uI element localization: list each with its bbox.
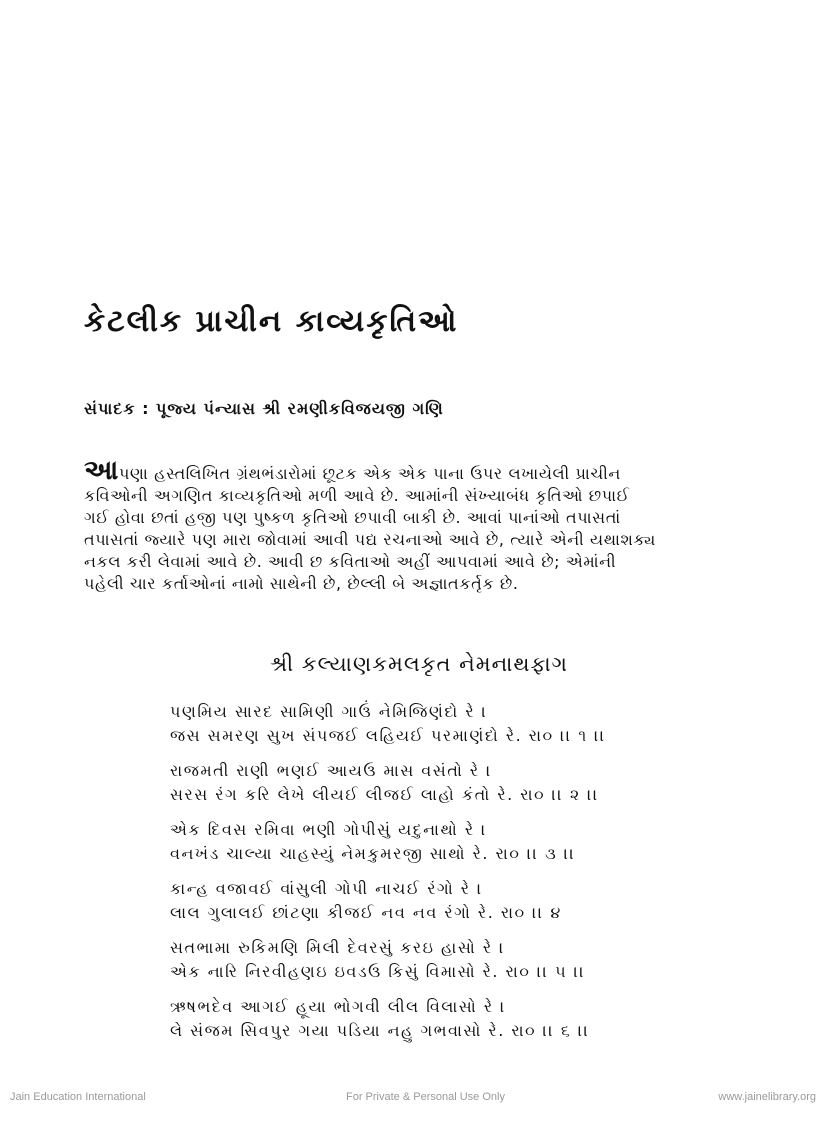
intro-line-text: પણા હસ્તલિખિત ગ્રંથભંડારોમાં છૂટક એક એક પાના ઉપર લખાયેલી પ્રાચીન bbox=[118, 464, 621, 483]
verse-line: ઋષભદેવ આગઈ હૂયા ભોગવી લીલ વિલાસો રે । bbox=[170, 997, 506, 1016]
verse-line: સરસ રંગ કરિ લેખે લીયઈ લીજઈ લાહો કંતો રે. રા૦ ।। ૨ ।। bbox=[170, 785, 599, 804]
article-title: કેટલીક પ્રાચીન કાવ્યકૃતિઓ bbox=[84, 304, 459, 339]
page-footer bbox=[0, 1091, 828, 1107]
footer-publisher: Jain Education International bbox=[10, 1091, 146, 1103]
verse-line: એક દિવસ રમિવા ભણી ગોપીસું યદુનાથો રે । bbox=[170, 820, 487, 839]
intro-line: પહેલી ચાર કર્તાઓનાં નામો સાથેની છે, છેલ્લી બે અજ્ઞાતકર્તૃક છે. bbox=[84, 574, 519, 593]
stanza bbox=[170, 759, 770, 807]
footer-website: www.jainelibrary.org bbox=[718, 1091, 816, 1103]
stanza bbox=[170, 700, 770, 748]
stanza bbox=[170, 877, 770, 925]
verse-line: એક નારિ નિરવીહણઇ ઇવડઉ કિસું વિમાસો રે. રા૦ ।। ૫ ।। bbox=[170, 962, 586, 981]
verse-line: લાલ ગુલાલઈ છાંટણા કીજઈ નવ નવ રંગો રે. રા૦ ।। ૪ bbox=[170, 903, 562, 922]
verse-line: જસ સમરણ સુખ સંપજઈ લહિયઈ પરમાણંદો રે. રા૦ ।। ૧ ।। bbox=[170, 726, 606, 745]
intro-line: ગઈ હોવા છતાં હજી પણ પુષ્કળ કૃતિઓ છપાવી બાકી છે. આવાં પાનાંઓ તપાસતાં bbox=[84, 508, 621, 527]
verse-line: પણમિય સારદ સામિણી ગાઉં નેમિજિણંદો રે । bbox=[170, 702, 488, 721]
verse-line: કાન્હ વજાવઈ વાંસુલી ગોપી નાચઈ રંગો રે । bbox=[170, 879, 483, 898]
poem-body bbox=[170, 700, 770, 1054]
verse-line: રાજમતી રાણી ભણઈ આયઉ માસ વસંતો રે । bbox=[170, 761, 493, 780]
verse-line: સતભામા રુકિમણિ મિલી દેવરસું કરઇ હાસો રે । bbox=[170, 938, 505, 957]
intro-paragraph bbox=[84, 460, 760, 595]
stanza bbox=[170, 936, 770, 984]
intro-line: તપાસતાં જ્યારે પણ મારા જોવામાં આવી પદ્ય રચનાઓ આવે છે, ત્યારે એની યથાશક્ય bbox=[84, 530, 656, 549]
drop-cap: આ bbox=[84, 460, 119, 485]
stanza bbox=[170, 818, 770, 866]
poem-heading: શ્રી કલ્યાણકમલકૃત નેમનાથફાગ bbox=[270, 652, 568, 676]
verse-line: વનખંડ ચાલ્યા ચાહસ્યું નેમકુમરજી સાથો રે. રા૦ ।। ૩ ।। bbox=[170, 844, 576, 863]
footer-usage-note: For Private & Personal Use Only bbox=[346, 1091, 505, 1103]
verse-line: લે સંજમ સિવપુર ગયા પડિયા નહુ ગભવાસો રે. રા૦ ।। ૬ ।। bbox=[170, 1021, 590, 1040]
intro-line bbox=[84, 460, 760, 485]
intro-line: નકલ કરી લેવામાં આવે છે. આવી છ કવિતાઓ અહીં આપવામાં આવે છે; એમાંની bbox=[84, 552, 617, 571]
stanza bbox=[170, 995, 770, 1043]
intro-line: કવિઓની અગણિત કાવ્યકૃતિઓ મળી આવે છે. આમાંની સંખ્યાબંધ કૃતિઓ છપાઈ bbox=[84, 486, 630, 505]
editor-line: સંપાદક : પૂજ્ય પંન્યાસ શ્રી રમણીકવિજયજી ગણિ bbox=[84, 399, 444, 418]
